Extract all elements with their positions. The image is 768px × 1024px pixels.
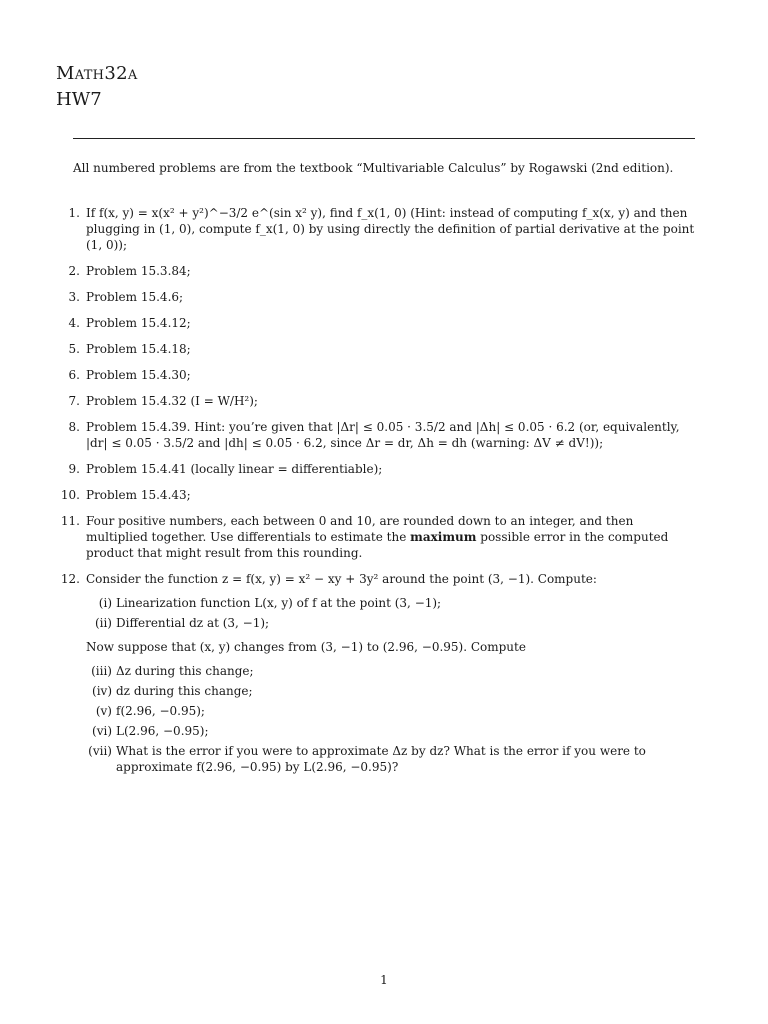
problem-text-emphasis: maximum [410, 530, 477, 544]
problem-text: Problem 15.4.41 (locally linear = differentiable); [86, 462, 383, 476]
subproblem-number: (i) [98, 596, 112, 610]
problem-item [56, 315, 696, 331]
subproblem-number: (vi) [92, 724, 112, 738]
problem-number: 11. [60, 514, 80, 528]
problem-body [86, 571, 696, 783]
subproblem-item [86, 663, 696, 679]
subproblem-item [86, 595, 696, 611]
subproblem-item [86, 723, 696, 739]
problem-number: 1. [68, 206, 80, 220]
problem-text: Problem 15.4.30; [86, 368, 191, 382]
problem-item [56, 205, 696, 253]
problem-number: 8. [68, 420, 80, 434]
problem-number: 10. [60, 488, 80, 502]
problem-item [56, 571, 696, 783]
problem-text: Problem 15.3.84; [86, 264, 191, 278]
problem-list [56, 205, 696, 793]
problem-number: 5. [68, 342, 80, 356]
problem-item [56, 513, 696, 561]
problem-item [56, 341, 696, 357]
subproblem-number: (v) [95, 704, 112, 718]
subproblem-text: L(2.96, −0.95); [116, 724, 209, 738]
subproblem-number: (ii) [94, 616, 112, 630]
problem-text [86, 513, 696, 561]
problem-number: 9. [68, 462, 80, 476]
header-rule [73, 138, 695, 139]
subproblem-list [86, 663, 696, 775]
subproblem-text: Δz during this change; [116, 664, 254, 678]
problem-text: Problem 15.4.32 (I = W/H²); [86, 394, 258, 408]
problem-item [56, 263, 696, 279]
problem-item [56, 393, 696, 409]
subproblem-item [86, 615, 696, 631]
problem-item [56, 367, 696, 383]
subproblem-text: dz during this change; [116, 684, 253, 698]
subproblem-text: Linearization function L(x, y) of f at the point (3, −1); [116, 596, 442, 610]
problem-text: If f(x, y) = x(x² + y²)^−3/2 e^(sin x² y), find f_x(1, 0) (Hint: instead of computing f_x(x, y) and then plugging in (1, 0), compute f_x(1, 0) by using directly the definition of partial derivative at the point (1, 0)); [86, 206, 695, 252]
problem-text: Problem 15.4.6; [86, 290, 184, 304]
problem-number: 12. [60, 572, 80, 586]
problem-text-part: Four positive numbers, each between 0 and 10, are rounded down to an integer, and then multiplied together. Use differentials to estimate the [86, 514, 634, 544]
subproblem-list [86, 595, 696, 631]
subproblem-number: (iii) [91, 664, 112, 678]
subproblem-number: (iv) [92, 684, 112, 698]
problem-number: 6. [68, 368, 80, 382]
problem-text: Problem 15.4.39. Hint: you’re given that |Δr| ≤ 0.05 · 3.5/2 and |Δh| ≤ 0.05 · 6.2 (or, equivalently, |dr| ≤ 0.05 · 3.5/2 and |dh| ≤ 0.05 · 6.2, since Δr = dr, Δh = dh (warning: ΔV ≠ dV!)); [86, 420, 680, 450]
subproblem-number: (vii) [88, 744, 112, 758]
course-title: Math32a [56, 63, 138, 84]
problem-text-part: possible error in the computed product that might result from this rounding. [86, 530, 669, 560]
problem-number: 2. [68, 264, 80, 278]
problem-text: Problem 15.4.12; [86, 316, 191, 330]
problem-text: Problem 15.4.18; [86, 342, 191, 356]
page-number: 1 [380, 973, 388, 987]
subproblem-item [86, 683, 696, 699]
subproblem-text: f(2.96, −0.95); [116, 704, 205, 718]
subproblem-item [86, 703, 696, 719]
problem-item [56, 419, 696, 451]
problem-number: 3. [68, 290, 80, 304]
problem-number: 7. [68, 394, 80, 408]
homework-title: HW7 [56, 89, 102, 110]
problem-text: Consider the function z = f(x, y) = x² − xy + 3y² around the point (3, −1). Compute: [86, 572, 597, 586]
intro-text: All numbered problems are from the textbook “Multivariable Calculus” by Rogawski (2nd edition). [73, 161, 674, 175]
problem-text: Problem 15.4.43; [86, 488, 191, 502]
subproblem-text: What is the error if you were to approximate Δz by dz? What is the error if you were to approximate f(2.96, −0.95) by L(2.96, −0.95)? [116, 744, 646, 774]
problem-item [56, 487, 696, 503]
subproblem-text: Differential dz at (3, −1); [116, 616, 270, 630]
problem-paragraph: Now suppose that (x, y) changes from (3, −1) to (2.96, −0.95). Compute [86, 640, 526, 654]
problem-number: 4. [68, 316, 80, 330]
problem-item [56, 461, 696, 477]
problem-item [56, 289, 696, 305]
subproblem-item [86, 743, 696, 775]
